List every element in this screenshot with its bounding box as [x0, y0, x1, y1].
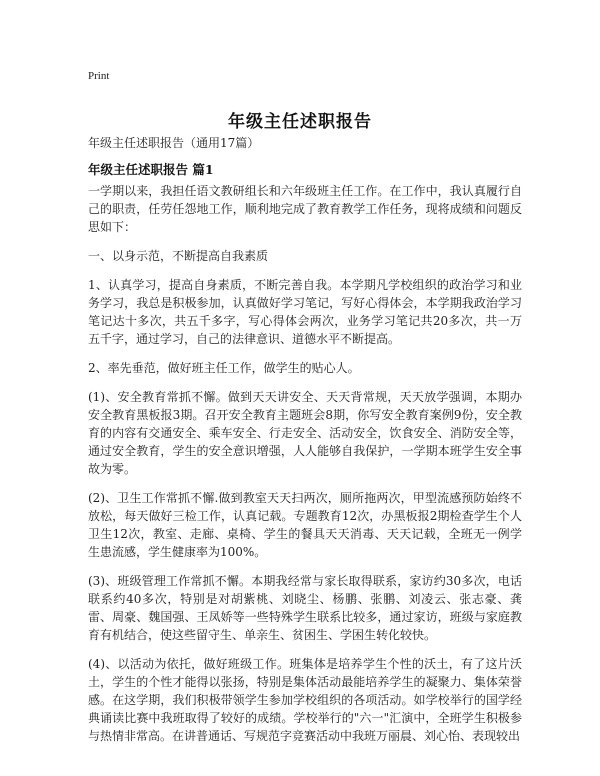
print-link[interactable]: Print [88, 70, 110, 82]
paragraph: 一、以身示范，不断提高自我素质 [88, 249, 269, 263]
paragraph: 一学期以来，我担任语文教研组长和六年级班主任工作。在工作中，我认真履行自己的职责，任劳任怨地工作，顺利地完成了教育教学工作任务，现将成绩和问题反思如下： [88, 184, 522, 234]
paragraph: 2、率先垂范，做好班主任工作，做学生的贴心人。 [88, 361, 360, 375]
paragraph: (3)、班级管理工作常抓不懈。本期我经常与家长取得联系，家访约30多次，电话联系约40多次，特别是对胡紫桃、刘晓尘、杨鹏、张鹏、刘凌云、张志豪、龚雷、周豪、魏国强、王凤娇等一些特殊学生联系比较多，通过家访，班级与家庭教育有机结合，使这些留守生、单亲生、贫困生、学困生转化较快。 [88, 574, 522, 642]
paragraph: (1)、安全教育常抓不懈。做到天天讲安全、天天背常规，天天放学强调，本期办安全教育黑板报3期。召开安全教育主题班会8期，你写安全教育案例9份，安全教育的内容有交通安全、乘车安全、行走安全、活动安全，饮食安全、消防安全等，通过安全教育，学生的安全意识增强，人人能够自我保护，一学期本班学生安全事故为零。 [88, 390, 522, 476]
paragraph: (4)、以活动为依托，做好班级工作。班集体是培养学生个性的沃土，有了这片沃土，学生的个性才能得以张扬，特别是集体活动最能培养学生的凝聚力、集体荣誉感。在这学期，我们积极带领学生参加学校组织的各项活动。如学校举行的国学经典诵读比赛中我班取得了较好的成绩。学校举行的"六一"汇演中，全班学生积极参与热情非常高。在讲普通话、写规范字竞赛活动中我班万丽晨、刘心怡、表现较出 [88, 657, 522, 743]
section-heading: 年级主任述职报告 篇1 [88, 162, 214, 177]
paragraph: (2)、卫生工作常抓不懈.做到教室天天扫两次，厕所拖两次，甲型流感预防始终不放松，每天做好三检工作，认真记载。专题教育12次，办黑板报2期检查学生个人卫生12次，教室、走廊、桌椅、学生的餐具天天消毒、天天记载，全班无一例学生患流感，学生健康率为100%。 [88, 491, 522, 559]
document-subtitle: 年级主任述职报告（通用17篇） [88, 136, 260, 150]
document-body [88, 182, 522, 756]
page-title: 年级主任述职报告 [228, 112, 372, 133]
paragraph: 1、认真学习，提高自身素质，不断完善自我。本学期凡学校组织的政治学习和业务学习，我总是积极参加，认真做好学习笔记，写好心得体会，本学期我政治学习笔记达十多次，共五千多字，写心得体会两次，业务学习笔记共20多次，共一万五千字，通过学习，自己的法律意识、道德水平不断提高。 [88, 278, 522, 346]
